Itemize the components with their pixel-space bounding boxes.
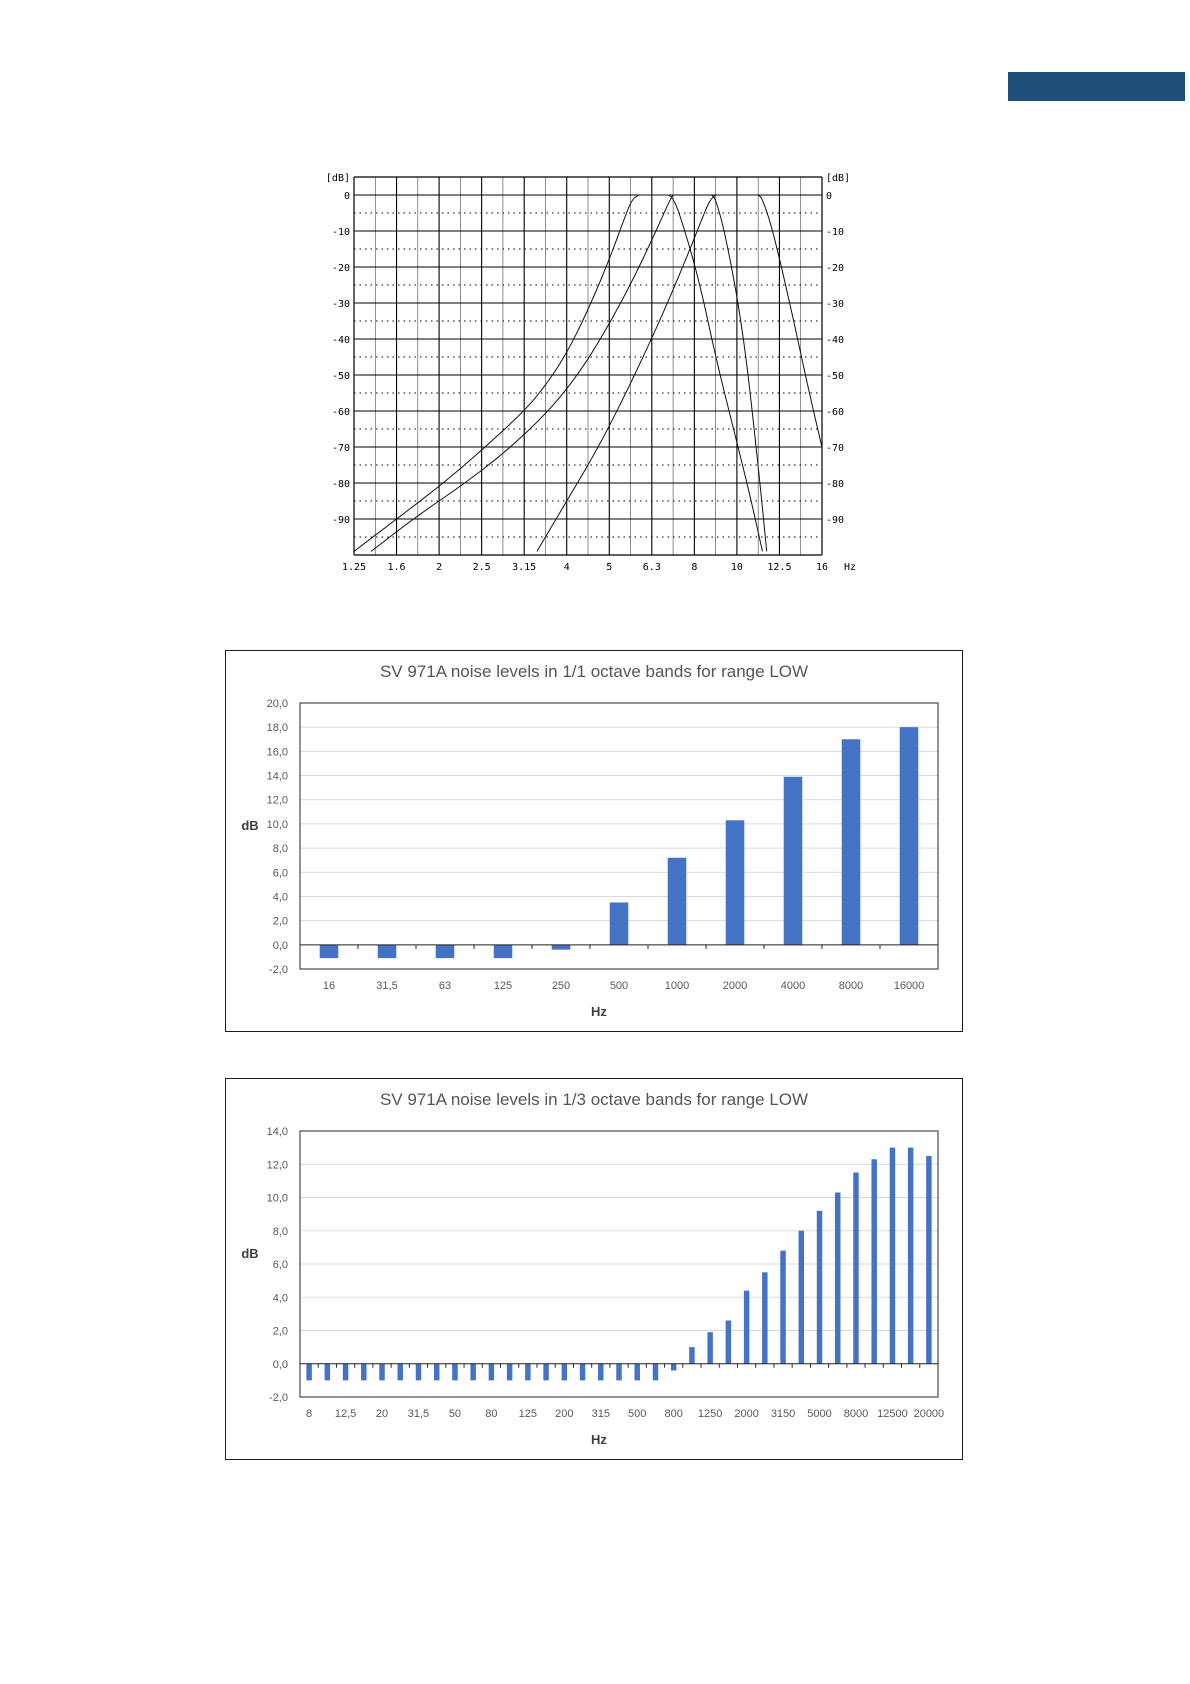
x-tick-label: 31,5: [376, 980, 398, 992]
x-tick-label: 3.15: [512, 562, 537, 573]
x-tick-label: 1250: [697, 1408, 723, 1420]
chart-title: SV 971A noise levels in 1/1 octave bands for range LOW: [379, 662, 809, 681]
x-tick-label: 1.25: [341, 562, 367, 573]
bar-80: [489, 1364, 494, 1381]
x-tick-label: 80: [485, 1408, 498, 1420]
y-tick-label: 20,0: [266, 698, 288, 710]
x-tick-label: 16: [322, 980, 336, 992]
x-tick-label: 31,5: [407, 1408, 430, 1420]
y-axis-unit-left: [dB]: [325, 173, 350, 184]
bar-50: [452, 1364, 457, 1381]
x-axis-label: Hz: [843, 562, 857, 573]
bar-16000: [900, 727, 919, 945]
bar-1600: [726, 1321, 731, 1364]
y-tick-label: 0,0: [272, 939, 288, 952]
bar-8000: [853, 1173, 858, 1364]
bar-63: [470, 1364, 475, 1381]
x-tick-label: 5: [606, 562, 613, 573]
y-tick-label: 2,0: [272, 1325, 288, 1338]
bar-5000: [817, 1211, 822, 1364]
bar-250: [580, 1364, 585, 1381]
x-tick-label: 10: [730, 562, 743, 573]
y-tick-label: 12,0: [266, 794, 288, 807]
x-tick-label: 2.5: [472, 562, 491, 573]
x-tick-label: 8: [306, 1408, 313, 1420]
x-tick-label: 4000: [780, 980, 806, 992]
y-tick-label: 10,0: [266, 1192, 288, 1205]
y-tick-label-right: -70: [826, 443, 845, 454]
y-tick-label: 8,0: [272, 1225, 288, 1238]
header-bar: [1008, 72, 1185, 101]
bar-31,5: [416, 1364, 421, 1381]
y-tick-label-right: 0: [826, 191, 833, 202]
x-tick-label: 50: [448, 1408, 462, 1420]
x-tick-label: 5000: [807, 1408, 832, 1420]
bar-12,5: [343, 1364, 348, 1381]
x-tick-label: 125: [518, 1408, 538, 1420]
y-tick-label: 4,0: [272, 1292, 288, 1305]
bar-4000: [784, 777, 803, 945]
bar-2000: [726, 820, 745, 945]
x-tick-label: 4: [563, 562, 570, 573]
x-tick-label: 12,5: [334, 1408, 357, 1420]
y-tick-label: 8,0: [272, 843, 288, 856]
y-tick-label: 12,0: [266, 1159, 288, 1172]
chart-title: SV 971A noise levels in 1/3 octave bands for range LOW: [379, 1090, 809, 1109]
x-tick-label: 16000: [893, 980, 925, 992]
x-tick-label: 8000: [838, 980, 864, 992]
bar-1000: [668, 858, 687, 945]
x-tick-label: 250: [551, 980, 571, 992]
y-tick-label-left: -60: [331, 407, 350, 418]
bar-1000: [689, 1347, 694, 1364]
x-tick-label: 20000: [913, 1408, 945, 1420]
x-tick-label: 1.6: [387, 562, 406, 573]
bar-40: [434, 1364, 439, 1381]
x-tick-label: 1000: [664, 980, 690, 992]
filter-response-chart: [318, 168, 878, 578]
bar-16000: [908, 1148, 913, 1364]
y-tick-label-left: -50: [331, 371, 350, 382]
bar-8: [306, 1364, 311, 1381]
bar-4000: [799, 1231, 804, 1364]
bar-200: [562, 1364, 567, 1381]
bar-100: [507, 1364, 512, 1381]
bar-63: [436, 945, 455, 958]
bar-500: [634, 1364, 639, 1381]
bar-10000: [871, 1159, 876, 1363]
bar-10: [325, 1364, 330, 1381]
bar-1250: [707, 1332, 712, 1364]
y-tick-label-left: -80: [331, 479, 350, 490]
y-tick-label-left: -20: [331, 263, 350, 274]
y-tick-label: 6,0: [272, 1259, 288, 1271]
y-tick-label: 16,0: [266, 746, 288, 759]
y-tick-label-left: -30: [331, 299, 350, 310]
y-tick-label: -2,0: [269, 964, 288, 976]
x-tick-label: 12.5: [767, 562, 792, 573]
y-tick-label: 14,0: [266, 1126, 288, 1138]
bar-630: [653, 1364, 658, 1381]
y-tick-label-right: -90: [826, 515, 845, 526]
x-tick-label: 800: [664, 1408, 683, 1420]
y-tick-label: 2,0: [272, 915, 288, 928]
y-tick-label-right: -10: [826, 227, 845, 238]
y-tick-label-right: -60: [826, 407, 845, 418]
filter-curve-filter-10-lower: [537, 195, 716, 551]
y-tick-label: 18,0: [266, 722, 288, 735]
bar-20000: [926, 1156, 931, 1364]
y-tick-label: 10,0: [266, 818, 288, 831]
y-tick-label: -2,0: [269, 1392, 288, 1404]
third-octave-bands-chart: [226, 1079, 962, 1459]
y-tick-label: 4,0: [272, 891, 288, 904]
y-tick-label-left: 0: [343, 191, 350, 202]
x-tick-label: 500: [609, 980, 629, 992]
y-tick-label-left: -40: [331, 335, 350, 346]
bar-400: [616, 1364, 621, 1381]
y-tick-label-right: -50: [826, 371, 845, 382]
bar-8000: [842, 739, 861, 945]
x-tick-label: 315: [591, 1408, 610, 1420]
y-tick-label: 0,0: [272, 1358, 288, 1371]
bar-16: [320, 945, 339, 958]
bar-160: [543, 1364, 548, 1381]
bar-125: [525, 1364, 530, 1381]
bar-25: [398, 1364, 403, 1381]
y-tick-label-right: -40: [826, 335, 845, 346]
octave-chart-frame: [225, 650, 963, 1032]
x-axis-label: Hz: [591, 1432, 607, 1447]
y-axis-unit-right: [dB]: [826, 173, 851, 184]
bar-500: [610, 903, 629, 945]
bar-31,5: [378, 945, 397, 958]
bar-800: [671, 1364, 676, 1371]
y-axis-label: dB: [241, 1246, 259, 1261]
bar-315: [598, 1364, 603, 1381]
filter-curve-filter-8-lower: [371, 195, 673, 551]
bar-16: [361, 1364, 366, 1381]
x-tick-label: 125: [493, 980, 513, 992]
y-tick-label-right: -80: [826, 479, 845, 490]
x-tick-label: 20: [375, 1408, 389, 1420]
y-tick-label: 14,0: [266, 770, 288, 783]
x-tick-label: 8: [691, 562, 698, 573]
x-tick-label: 200: [555, 1408, 574, 1420]
third-octave-chart-frame: [225, 1078, 963, 1460]
bar-20: [379, 1364, 384, 1381]
y-tick-label: 6,0: [272, 867, 288, 880]
bar-3150: [780, 1251, 785, 1364]
bar-2500: [762, 1272, 767, 1363]
y-tick-label-right: -20: [826, 263, 845, 274]
y-tick-label-right: -30: [826, 299, 845, 310]
x-axis-label: Hz: [591, 1004, 607, 1019]
x-tick-label: 12500: [877, 1408, 908, 1420]
y-tick-label-left: -70: [331, 443, 350, 454]
x-tick-label: 63: [438, 980, 452, 992]
x-tick-label: 2: [436, 562, 443, 573]
octave-bands-chart: [226, 651, 962, 1031]
x-tick-label: 16: [815, 562, 829, 573]
bar-12500: [890, 1148, 895, 1364]
y-axis-label: dB: [241, 818, 259, 833]
x-tick-label: 2000: [722, 980, 748, 992]
x-tick-label: 3150: [770, 1408, 796, 1420]
bar-250: [552, 945, 571, 950]
x-tick-label: 6.3: [642, 562, 661, 573]
y-tick-label-left: -10: [331, 227, 350, 238]
x-tick-label: 500: [628, 1408, 647, 1420]
bar-2000: [744, 1291, 749, 1364]
bar-6300: [835, 1193, 840, 1364]
bar-125: [494, 945, 513, 958]
y-tick-label-left: -90: [331, 515, 350, 526]
x-tick-label: 2000: [734, 1408, 759, 1420]
x-tick-label: 8000: [843, 1408, 869, 1420]
